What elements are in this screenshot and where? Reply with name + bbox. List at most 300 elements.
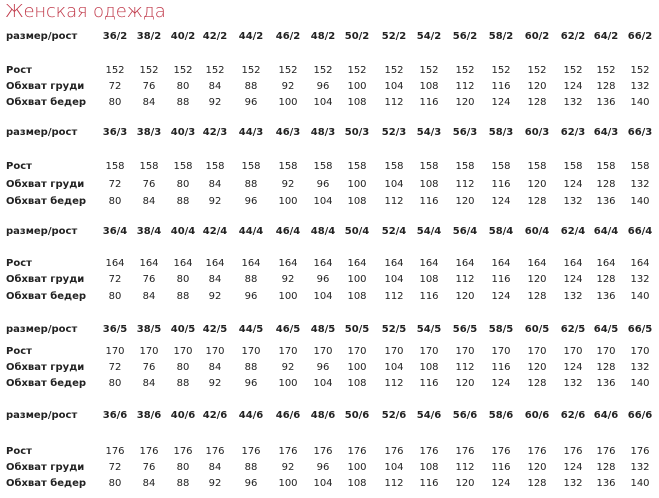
hips-row-label: Обхват бедер	[6, 291, 87, 302]
size-height-header-label: размер/рост	[6, 31, 78, 42]
chest-row-cell: 112	[455, 462, 475, 473]
hips-row-cell: 124	[491, 196, 511, 207]
size-header-cell: 60/4	[524, 226, 550, 237]
hips-row-cell: 140	[630, 196, 650, 207]
size-header-cell: 56/2	[452, 31, 478, 42]
chest-row-cell: 72	[108, 179, 122, 190]
hips-row-label: Обхват бедер	[6, 196, 87, 207]
chest-row-cell: 72	[108, 362, 122, 373]
chest-row-cell: 104	[384, 179, 404, 190]
height-row-cell: 170	[455, 346, 475, 357]
hips-row-cell: 80	[108, 378, 122, 389]
size-height-header-label: размер/рост	[6, 324, 78, 335]
chest-row-cell: 88	[244, 274, 258, 285]
height-row-cell: 176	[455, 446, 475, 457]
height-row-cell: 158	[241, 161, 261, 172]
size-header-cell: 44/5	[238, 324, 264, 335]
hips-row-cell: 84	[142, 478, 156, 489]
chest-row-cell: 120	[527, 274, 547, 285]
size-header-cell: 66/5	[627, 324, 653, 335]
height-row-cell: 176	[596, 446, 616, 457]
height-row-cell: 164	[139, 258, 159, 269]
chest-row-cell: 104	[384, 362, 404, 373]
height-row-cell: 170	[241, 346, 261, 357]
hips-row-cell: 88	[176, 291, 190, 302]
chest-row-cell: 132	[630, 362, 650, 373]
size-height-header-label: размер/рост	[6, 226, 78, 237]
hips-row-cell: 136	[596, 291, 616, 302]
hips-row-cell: 120	[455, 97, 475, 108]
size-header-cell: 40/5	[170, 324, 196, 335]
size-header-cell: 38/2	[136, 31, 162, 42]
chest-row-cell: 112	[455, 179, 475, 190]
size-header-cell: 40/6	[170, 410, 196, 421]
chest-row-label: Обхват груди	[6, 362, 85, 373]
size-height-header-label: размер/рост	[6, 410, 78, 421]
height-row-cell: 164	[596, 258, 616, 269]
chest-row-cell: 80	[176, 362, 190, 373]
height-row-cell: 164	[105, 258, 125, 269]
page-title: Женская одежда	[5, 1, 166, 22]
chest-row-cell: 76	[142, 81, 156, 92]
hips-row-cell: 116	[419, 478, 439, 489]
hips-row-cell: 132	[563, 196, 583, 207]
height-row-label: Рост	[6, 65, 32, 76]
chest-row-cell: 112	[455, 274, 475, 285]
size-header-cell: 50/5	[344, 324, 370, 335]
hips-row-cell: 128	[527, 291, 547, 302]
size-header-cell: 56/3	[452, 127, 478, 138]
chest-row-cell: 80	[176, 274, 190, 285]
chest-row-cell: 116	[491, 179, 511, 190]
hips-row-cell: 112	[384, 291, 404, 302]
height-row-cell: 176	[347, 446, 367, 457]
size-header-cell: 48/3	[310, 127, 336, 138]
chest-row-cell: 108	[419, 179, 439, 190]
hips-row-cell: 112	[384, 378, 404, 389]
height-row-cell: 176	[205, 446, 225, 457]
size-header-cell: 62/5	[560, 324, 586, 335]
chest-row-cell: 108	[419, 362, 439, 373]
size-header-cell: 60/3	[524, 127, 550, 138]
hips-row-cell: 108	[347, 291, 367, 302]
hips-row-cell: 116	[419, 97, 439, 108]
chest-row-cell: 128	[596, 462, 616, 473]
height-row-cell: 152	[384, 65, 404, 76]
size-header-cell: 50/3	[344, 127, 370, 138]
chest-row-cell: 132	[630, 462, 650, 473]
height-row-cell: 164	[384, 258, 404, 269]
height-row-cell: 158	[563, 161, 583, 172]
size-header-cell: 52/5	[381, 324, 407, 335]
hips-row-cell: 92	[208, 196, 222, 207]
hips-row-cell: 96	[244, 378, 258, 389]
height-row-cell: 152	[241, 65, 261, 76]
hips-row-cell: 132	[563, 478, 583, 489]
chest-row-cell: 100	[347, 81, 367, 92]
height-row-cell: 170	[630, 346, 650, 357]
chest-row-cell: 92	[281, 274, 295, 285]
hips-row-cell: 100	[278, 291, 298, 302]
chest-row-cell: 132	[630, 81, 650, 92]
size-header-cell: 66/4	[627, 226, 653, 237]
size-header-cell: 58/4	[488, 226, 514, 237]
hips-row-cell: 108	[347, 97, 367, 108]
chest-row-cell: 72	[108, 274, 122, 285]
height-row-cell: 152	[139, 65, 159, 76]
chest-row-cell: 128	[596, 274, 616, 285]
hips-row-cell: 140	[630, 478, 650, 489]
chest-row-cell: 100	[347, 362, 367, 373]
size-header-cell: 66/3	[627, 127, 653, 138]
size-header-cell: 36/3	[102, 127, 128, 138]
hips-row-label: Обхват бедер	[6, 378, 87, 389]
chest-row-cell: 116	[491, 81, 511, 92]
chest-row-cell: 88	[244, 179, 258, 190]
chest-row-cell: 124	[563, 81, 583, 92]
height-row-cell: 170	[173, 346, 193, 357]
chest-row-cell: 80	[176, 462, 190, 473]
hips-row-cell: 92	[208, 291, 222, 302]
height-row-cell: 152	[491, 65, 511, 76]
size-header-cell: 60/2	[524, 31, 550, 42]
height-row-cell: 176	[527, 446, 547, 457]
height-row-cell: 176	[278, 446, 298, 457]
height-row-cell: 176	[384, 446, 404, 457]
height-row-cell: 152	[527, 65, 547, 76]
hips-row-cell: 80	[108, 291, 122, 302]
height-row-cell: 158	[384, 161, 404, 172]
chest-row-cell: 84	[208, 362, 222, 373]
height-row-cell: 152	[419, 65, 439, 76]
hips-row-cell: 136	[596, 196, 616, 207]
size-header-cell: 36/2	[102, 31, 128, 42]
hips-row-cell: 128	[527, 378, 547, 389]
height-row-cell: 170	[563, 346, 583, 357]
height-row-cell: 164	[278, 258, 298, 269]
size-header-cell: 40/4	[170, 226, 196, 237]
hips-row-cell: 92	[208, 97, 222, 108]
size-header-cell: 64/5	[593, 324, 619, 335]
size-header-cell: 42/4	[202, 226, 228, 237]
chest-row-cell: 84	[208, 81, 222, 92]
height-row-cell: 164	[173, 258, 193, 269]
hips-row-cell: 112	[384, 97, 404, 108]
hips-row-cell: 128	[527, 478, 547, 489]
hips-row-cell: 88	[176, 478, 190, 489]
hips-row-cell: 92	[208, 478, 222, 489]
hips-row-cell: 116	[419, 196, 439, 207]
chest-row-cell: 128	[596, 362, 616, 373]
chest-row-cell: 76	[142, 179, 156, 190]
chest-row-cell: 120	[527, 81, 547, 92]
hips-row-cell: 84	[142, 378, 156, 389]
hips-row-cell: 132	[563, 378, 583, 389]
chest-row-cell: 92	[281, 179, 295, 190]
hips-row-cell: 140	[630, 378, 650, 389]
hips-row-cell: 124	[491, 291, 511, 302]
chest-row-cell: 92	[281, 462, 295, 473]
chest-row-cell: 104	[384, 462, 404, 473]
size-header-cell: 40/3	[170, 127, 196, 138]
chest-row-cell: 100	[347, 179, 367, 190]
height-row-cell: 176	[139, 446, 159, 457]
size-header-cell: 60/6	[524, 410, 550, 421]
height-row-cell: 170	[105, 346, 125, 357]
hips-row-cell: 140	[630, 97, 650, 108]
size-header-cell: 58/5	[488, 324, 514, 335]
size-header-cell: 38/3	[136, 127, 162, 138]
size-header-cell: 60/5	[524, 324, 550, 335]
size-header-cell: 54/6	[416, 410, 442, 421]
height-row-cell: 158	[596, 161, 616, 172]
size-header-cell: 46/5	[275, 324, 301, 335]
height-row-cell: 176	[173, 446, 193, 457]
height-row-cell: 152	[455, 65, 475, 76]
hips-row-cell: 104	[313, 378, 333, 389]
height-row-cell: 164	[313, 258, 333, 269]
hips-row-cell: 136	[596, 378, 616, 389]
hips-row-cell: 108	[347, 478, 367, 489]
hips-row-cell: 100	[278, 97, 298, 108]
chest-row-cell: 104	[384, 274, 404, 285]
chest-row-cell: 76	[142, 362, 156, 373]
height-row-cell: 164	[455, 258, 475, 269]
chest-row-cell: 124	[563, 179, 583, 190]
size-header-cell: 44/6	[238, 410, 264, 421]
size-header-cell: 62/2	[560, 31, 586, 42]
size-header-cell: 62/6	[560, 410, 586, 421]
chest-row-cell: 76	[142, 274, 156, 285]
hips-row-cell: 112	[384, 196, 404, 207]
height-row-cell: 164	[347, 258, 367, 269]
size-header-cell: 62/4	[560, 226, 586, 237]
chest-row-cell: 96	[316, 362, 330, 373]
size-header-cell: 58/3	[488, 127, 514, 138]
size-header-cell: 52/6	[381, 410, 407, 421]
height-row-cell: 176	[630, 446, 650, 457]
hips-row-cell: 120	[455, 196, 475, 207]
size-header-cell: 44/3	[238, 127, 264, 138]
chest-row-cell: 72	[108, 462, 122, 473]
size-header-cell: 38/6	[136, 410, 162, 421]
height-row-label: Рост	[6, 446, 32, 457]
hips-row-cell: 112	[384, 478, 404, 489]
height-row-cell: 170	[419, 346, 439, 357]
chest-row-cell: 96	[316, 274, 330, 285]
hips-row-label: Обхват бедер	[6, 478, 87, 489]
hips-row-cell: 88	[176, 97, 190, 108]
chest-row-cell: 108	[419, 81, 439, 92]
hips-row-cell: 108	[347, 378, 367, 389]
size-header-cell: 50/6	[344, 410, 370, 421]
hips-row-cell: 136	[596, 97, 616, 108]
size-header-cell: 58/6	[488, 410, 514, 421]
size-header-cell: 66/2	[627, 31, 653, 42]
size-header-cell: 52/2	[381, 31, 407, 42]
chest-row-cell: 124	[563, 462, 583, 473]
size-header-cell: 48/4	[310, 226, 336, 237]
chest-row-cell: 96	[316, 179, 330, 190]
hips-row-cell: 108	[347, 196, 367, 207]
hips-row-label: Обхват бедер	[6, 97, 87, 108]
height-row-cell: 152	[173, 65, 193, 76]
height-row-cell: 152	[563, 65, 583, 76]
size-header-cell: 44/2	[238, 31, 264, 42]
height-row-cell: 152	[105, 65, 125, 76]
size-header-cell: 42/2	[202, 31, 228, 42]
size-header-cell: 56/5	[452, 324, 478, 335]
chest-row-cell: 116	[491, 462, 511, 473]
height-row-cell: 164	[491, 258, 511, 269]
height-row-cell: 158	[491, 161, 511, 172]
height-row-cell: 164	[563, 258, 583, 269]
hips-row-cell: 120	[455, 291, 475, 302]
chest-row-cell: 116	[491, 274, 511, 285]
chest-row-cell: 108	[419, 274, 439, 285]
size-header-cell: 36/6	[102, 410, 128, 421]
hips-row-cell: 80	[108, 97, 122, 108]
chest-row-cell: 124	[563, 362, 583, 373]
hips-row-cell: 100	[278, 378, 298, 389]
size-header-cell: 46/4	[275, 226, 301, 237]
chest-row-cell: 84	[208, 179, 222, 190]
size-header-cell: 42/5	[202, 324, 228, 335]
hips-row-cell: 124	[491, 97, 511, 108]
height-row-cell: 158	[105, 161, 125, 172]
size-header-cell: 58/2	[488, 31, 514, 42]
height-row-cell: 170	[491, 346, 511, 357]
chest-row-cell: 84	[208, 462, 222, 473]
chest-row-cell: 88	[244, 362, 258, 373]
height-row-cell: 176	[563, 446, 583, 457]
height-row-cell: 176	[105, 446, 125, 457]
chest-row-cell: 116	[491, 362, 511, 373]
size-header-cell: 36/4	[102, 226, 128, 237]
hips-row-cell: 104	[313, 291, 333, 302]
size-header-cell: 56/4	[452, 226, 478, 237]
hips-row-cell: 120	[455, 378, 475, 389]
hips-row-cell: 116	[419, 291, 439, 302]
height-row-cell: 164	[241, 258, 261, 269]
hips-row-cell: 84	[142, 291, 156, 302]
hips-row-cell: 96	[244, 291, 258, 302]
chest-row-cell: 120	[527, 362, 547, 373]
height-row-cell: 158	[313, 161, 333, 172]
height-row-cell: 176	[241, 446, 261, 457]
chest-row-cell: 96	[316, 462, 330, 473]
height-row-cell: 170	[527, 346, 547, 357]
chest-row-cell: 132	[630, 274, 650, 285]
size-header-cell: 52/3	[381, 127, 407, 138]
height-row-cell: 176	[419, 446, 439, 457]
size-header-cell: 64/2	[593, 31, 619, 42]
size-header-cell: 46/2	[275, 31, 301, 42]
chest-row-cell: 84	[208, 274, 222, 285]
chest-row-cell: 128	[596, 179, 616, 190]
hips-row-cell: 92	[208, 378, 222, 389]
chest-row-cell: 128	[596, 81, 616, 92]
height-row-cell: 170	[384, 346, 404, 357]
chest-row-cell: 112	[455, 362, 475, 373]
size-header-cell: 48/2	[310, 31, 336, 42]
hips-row-cell: 88	[176, 196, 190, 207]
height-row-cell: 158	[278, 161, 298, 172]
chest-row-cell: 96	[316, 81, 330, 92]
size-header-cell: 42/3	[202, 127, 228, 138]
size-header-cell: 48/5	[310, 324, 336, 335]
hips-row-cell: 100	[278, 478, 298, 489]
size-header-cell: 50/2	[344, 31, 370, 42]
height-row-cell: 176	[491, 446, 511, 457]
hips-row-cell: 104	[313, 478, 333, 489]
size-header-cell: 66/6	[627, 410, 653, 421]
hips-row-cell: 124	[491, 378, 511, 389]
chest-row-cell: 120	[527, 179, 547, 190]
hips-row-cell: 80	[108, 196, 122, 207]
height-row-cell: 170	[205, 346, 225, 357]
size-header-cell: 44/4	[238, 226, 264, 237]
hips-row-cell: 104	[313, 97, 333, 108]
hips-row-cell: 116	[419, 378, 439, 389]
chest-row-cell: 100	[347, 462, 367, 473]
hips-row-cell: 140	[630, 291, 650, 302]
height-row-cell: 170	[278, 346, 298, 357]
size-header-cell: 38/5	[136, 324, 162, 335]
chest-row-label: Обхват груди	[6, 179, 85, 190]
chest-row-cell: 92	[281, 362, 295, 373]
size-header-cell: 50/4	[344, 226, 370, 237]
height-row-cell: 152	[313, 65, 333, 76]
chest-row-cell: 80	[176, 81, 190, 92]
size-header-cell: 64/4	[593, 226, 619, 237]
hips-row-cell: 96	[244, 478, 258, 489]
size-header-cell: 54/5	[416, 324, 442, 335]
height-row-cell: 164	[630, 258, 650, 269]
size-header-cell: 56/6	[452, 410, 478, 421]
hips-row-cell: 132	[563, 291, 583, 302]
size-header-cell: 40/2	[170, 31, 196, 42]
size-header-cell: 48/6	[310, 410, 336, 421]
height-row-cell: 152	[347, 65, 367, 76]
size-header-cell: 46/3	[275, 127, 301, 138]
height-row-cell: 158	[173, 161, 193, 172]
height-row-cell: 152	[596, 65, 616, 76]
height-row-cell: 176	[313, 446, 333, 457]
hips-row-cell: 136	[596, 478, 616, 489]
size-header-cell: 54/4	[416, 226, 442, 237]
height-row-cell: 158	[455, 161, 475, 172]
height-row-label: Рост	[6, 346, 32, 357]
chest-row-cell: 76	[142, 462, 156, 473]
size-header-cell: 54/2	[416, 31, 442, 42]
size-header-cell: 54/3	[416, 127, 442, 138]
size-header-cell: 64/6	[593, 410, 619, 421]
hips-row-cell: 128	[527, 196, 547, 207]
hips-row-cell: 96	[244, 196, 258, 207]
height-row-cell: 158	[527, 161, 547, 172]
height-row-cell: 170	[139, 346, 159, 357]
hips-row-cell: 120	[455, 478, 475, 489]
chest-row-cell: 92	[281, 81, 295, 92]
height-row-cell: 158	[347, 161, 367, 172]
chest-row-cell: 100	[347, 274, 367, 285]
size-header-cell: 64/3	[593, 127, 619, 138]
hips-row-cell: 132	[563, 97, 583, 108]
hips-row-cell: 84	[142, 196, 156, 207]
height-row-cell: 164	[205, 258, 225, 269]
height-row-cell: 164	[419, 258, 439, 269]
